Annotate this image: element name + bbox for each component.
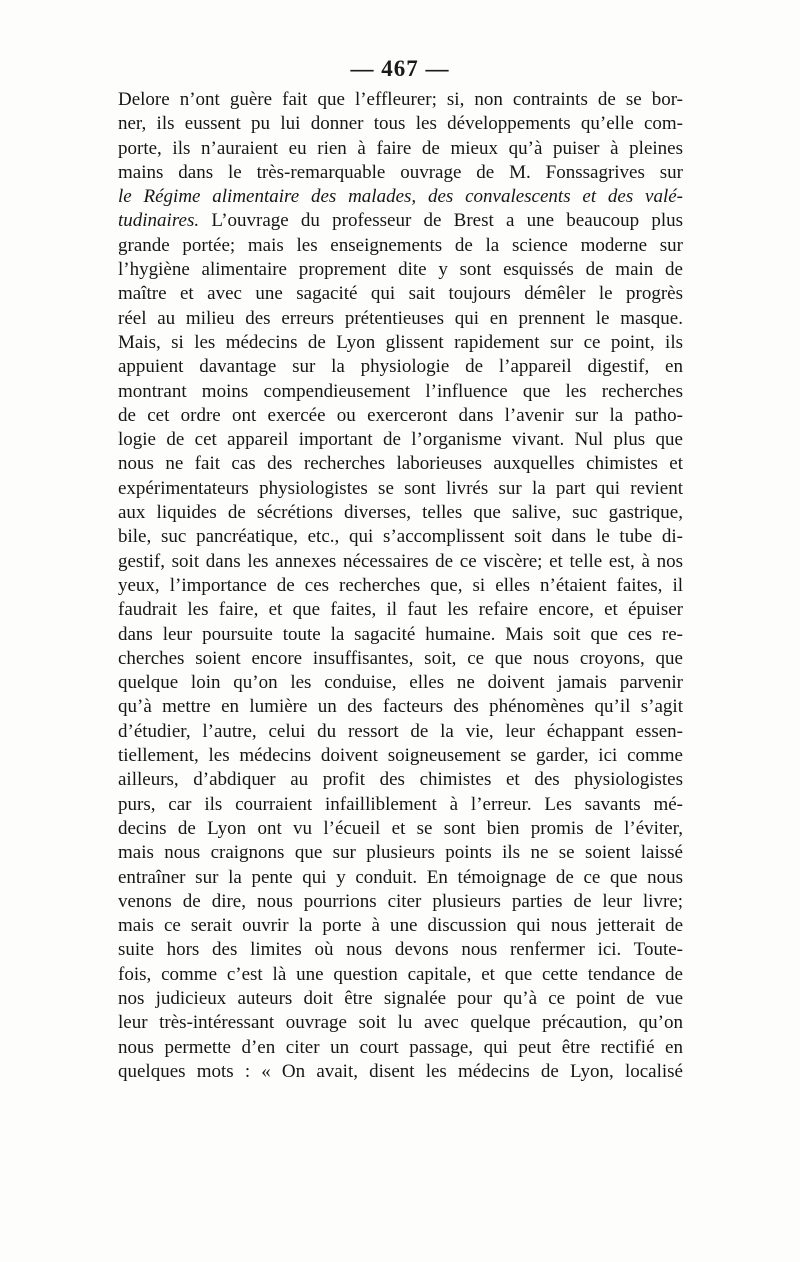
text-line [118,88,683,112]
text-line [118,695,683,719]
text-segment: quelques mots : « On avait, disent les médecins de Lyon, localisé [118,1060,683,1082]
text-line [118,671,683,695]
text-segment: l’hygiène alimentaire proprement dite y sont esquissés de main de [118,259,683,281]
text-segment: qu’à mettre en lumière un des facteurs des phénomènes qu’il s’agit [118,696,683,718]
text-segment: mains dans le très-remarquable ouvrage de M. Fonssagrives sur [118,161,683,183]
text-line [118,525,683,549]
italic-text: tudinaires. [118,210,200,232]
text-line [118,112,683,136]
text-segment: dans leur poursuite toute la sagacité humaine. Mais soit que ces re- [118,623,683,645]
text-line [118,452,683,476]
text-segment: purs, car ils courraient infailliblement à l’erreur. Les savants mé- [118,793,683,815]
text-line [118,817,683,841]
text-line [118,623,683,647]
text-segment: Delore n’ont guère fait que l’effleurer; si, non contraints de se bor- [118,89,683,110]
text-segment: appuient davantage sur la physiologie de l’appareil digestif, en [118,356,683,378]
text-segment: nous permette d’en citer un court passage, qui peut être rectifié en [118,1036,683,1058]
text-line [118,550,683,574]
text-segment: grande portée; mais les enseignements de la science moderne sur [118,234,683,256]
text-line [118,209,683,233]
text-segment: nous ne fait cas des recherches laborieuses auxquelles chimistes et [118,453,683,475]
text-line [118,914,683,938]
text-segment: aux liquides de sécrétions diverses, telles que salive, suc gastrique, [118,502,683,524]
text-line [118,720,683,744]
text-line [118,307,683,331]
text-segment: ner, ils eussent pu lui donner tous les développements qu’elle com- [118,113,683,135]
text-line [118,1036,683,1060]
text-segment: suite hors des limites où nous devons nous renfermer ici. Toute- [118,939,683,961]
text-segment: réel au milieu des erreurs prétentieuses qui en prennent le masque. [118,307,683,329]
text-line [118,1011,683,1035]
text-line [118,355,683,379]
text-line [118,574,683,598]
text-segment: montrant moins compendieusement l’influence que les recherches [118,380,683,402]
text-line [118,963,683,987]
text-line [118,185,683,209]
text-line [118,380,683,404]
text-segment: d’étudier, l’autre, celui du ressort de la vie, leur échappant essen- [118,720,683,742]
text-segment: mais nous craignons que sur plusieurs points ils ne se soient laissé [118,842,683,864]
text-line [118,987,683,1011]
page-number: — 467 — [350,56,450,81]
text-segment: Mais, si les médecins de Lyon glissent rapidement sur ce point, ils [118,331,683,353]
text-segment: mais ce serait ouvrir la porte à une discussion qui nous jetterait de [118,915,683,937]
text-line [118,598,683,622]
text-segment: quelque loin qu’on les conduise, elles ne doivent jamais parvenir [118,672,683,694]
text-line [118,890,683,914]
text-segment: nos judicieux auteurs doit être signalée pour qu’à ce point de vue [118,987,683,1009]
text-line [118,1060,683,1084]
text-line [118,768,683,792]
text-line [118,282,683,306]
text-segment: faudrait les faire, et que faites, il faut les refaire encore, et épuiser [118,599,683,621]
text-line [118,501,683,525]
text-line [118,137,683,161]
text-line [118,234,683,258]
text-line [118,793,683,817]
italic-text: le Régime alimentaire des malades, des convalescents et des valé- [118,186,683,208]
text-segment: entraîner sur la pente qui y conduit. En témoignage de ce que nous [118,866,683,888]
text-line [118,428,683,452]
text-line [118,477,683,501]
body-text [118,88,683,1084]
text-segment: decins de Lyon ont vu l’écueil et se sont bien promis de l’éviter, [118,817,683,839]
text-segment: cherches soient encore insuffisantes, soit, ce que nous croyons, que [118,647,683,669]
text-segment: tiellement, les médecins doivent soigneusement se garder, ici comme [118,745,683,767]
text-segment: L’ouvrage du professeur de Brest a une beaucoup plus [199,210,683,232]
text-segment: bile, suc pancréatique, etc., qui s’accomplissent soit dans le tube di- [118,526,683,548]
text-line [118,841,683,865]
text-segment: yeux, l’importance de ces recherches que, si elles n’étaient faites, il [118,574,683,596]
text-segment: porte, ils n’auraient eu rien à faire de mieux qu’à puiser à pleines [118,137,683,159]
text-line [118,404,683,428]
text-line [118,744,683,768]
text-segment: ailleurs, d’abdiquer au profit des chimistes et des physiologistes [118,769,683,791]
text-segment: logie de cet appareil important de l’organisme vivant. Nul plus que [118,429,683,451]
text-line [118,647,683,671]
text-segment: fois, comme c’est là une question capitale, et que cette tendance de [118,963,683,985]
text-line [118,938,683,962]
text-segment: gestif, soit dans les annexes nécessaires de ce viscère; et telle est, à nos [118,550,683,572]
text-segment: maître et avec une sagacité qui sait toujours démêler le progrès [118,283,683,305]
text-segment: leur très-intéressant ouvrage soit lu avec quelque précaution, qu’on [118,1012,683,1034]
text-segment: venons de dire, nous pourrions citer plusieurs parties de leur livre; [118,890,683,912]
text-line [118,331,683,355]
text-line [118,161,683,185]
text-line [118,258,683,282]
text-segment: expérimentateurs physiologistes se sont livrés sur la part qui revient [118,477,683,499]
text-segment: de cet ordre ont exercée ou exerceront dans l’avenir sur la patho- [118,404,683,426]
text-line [118,866,683,890]
